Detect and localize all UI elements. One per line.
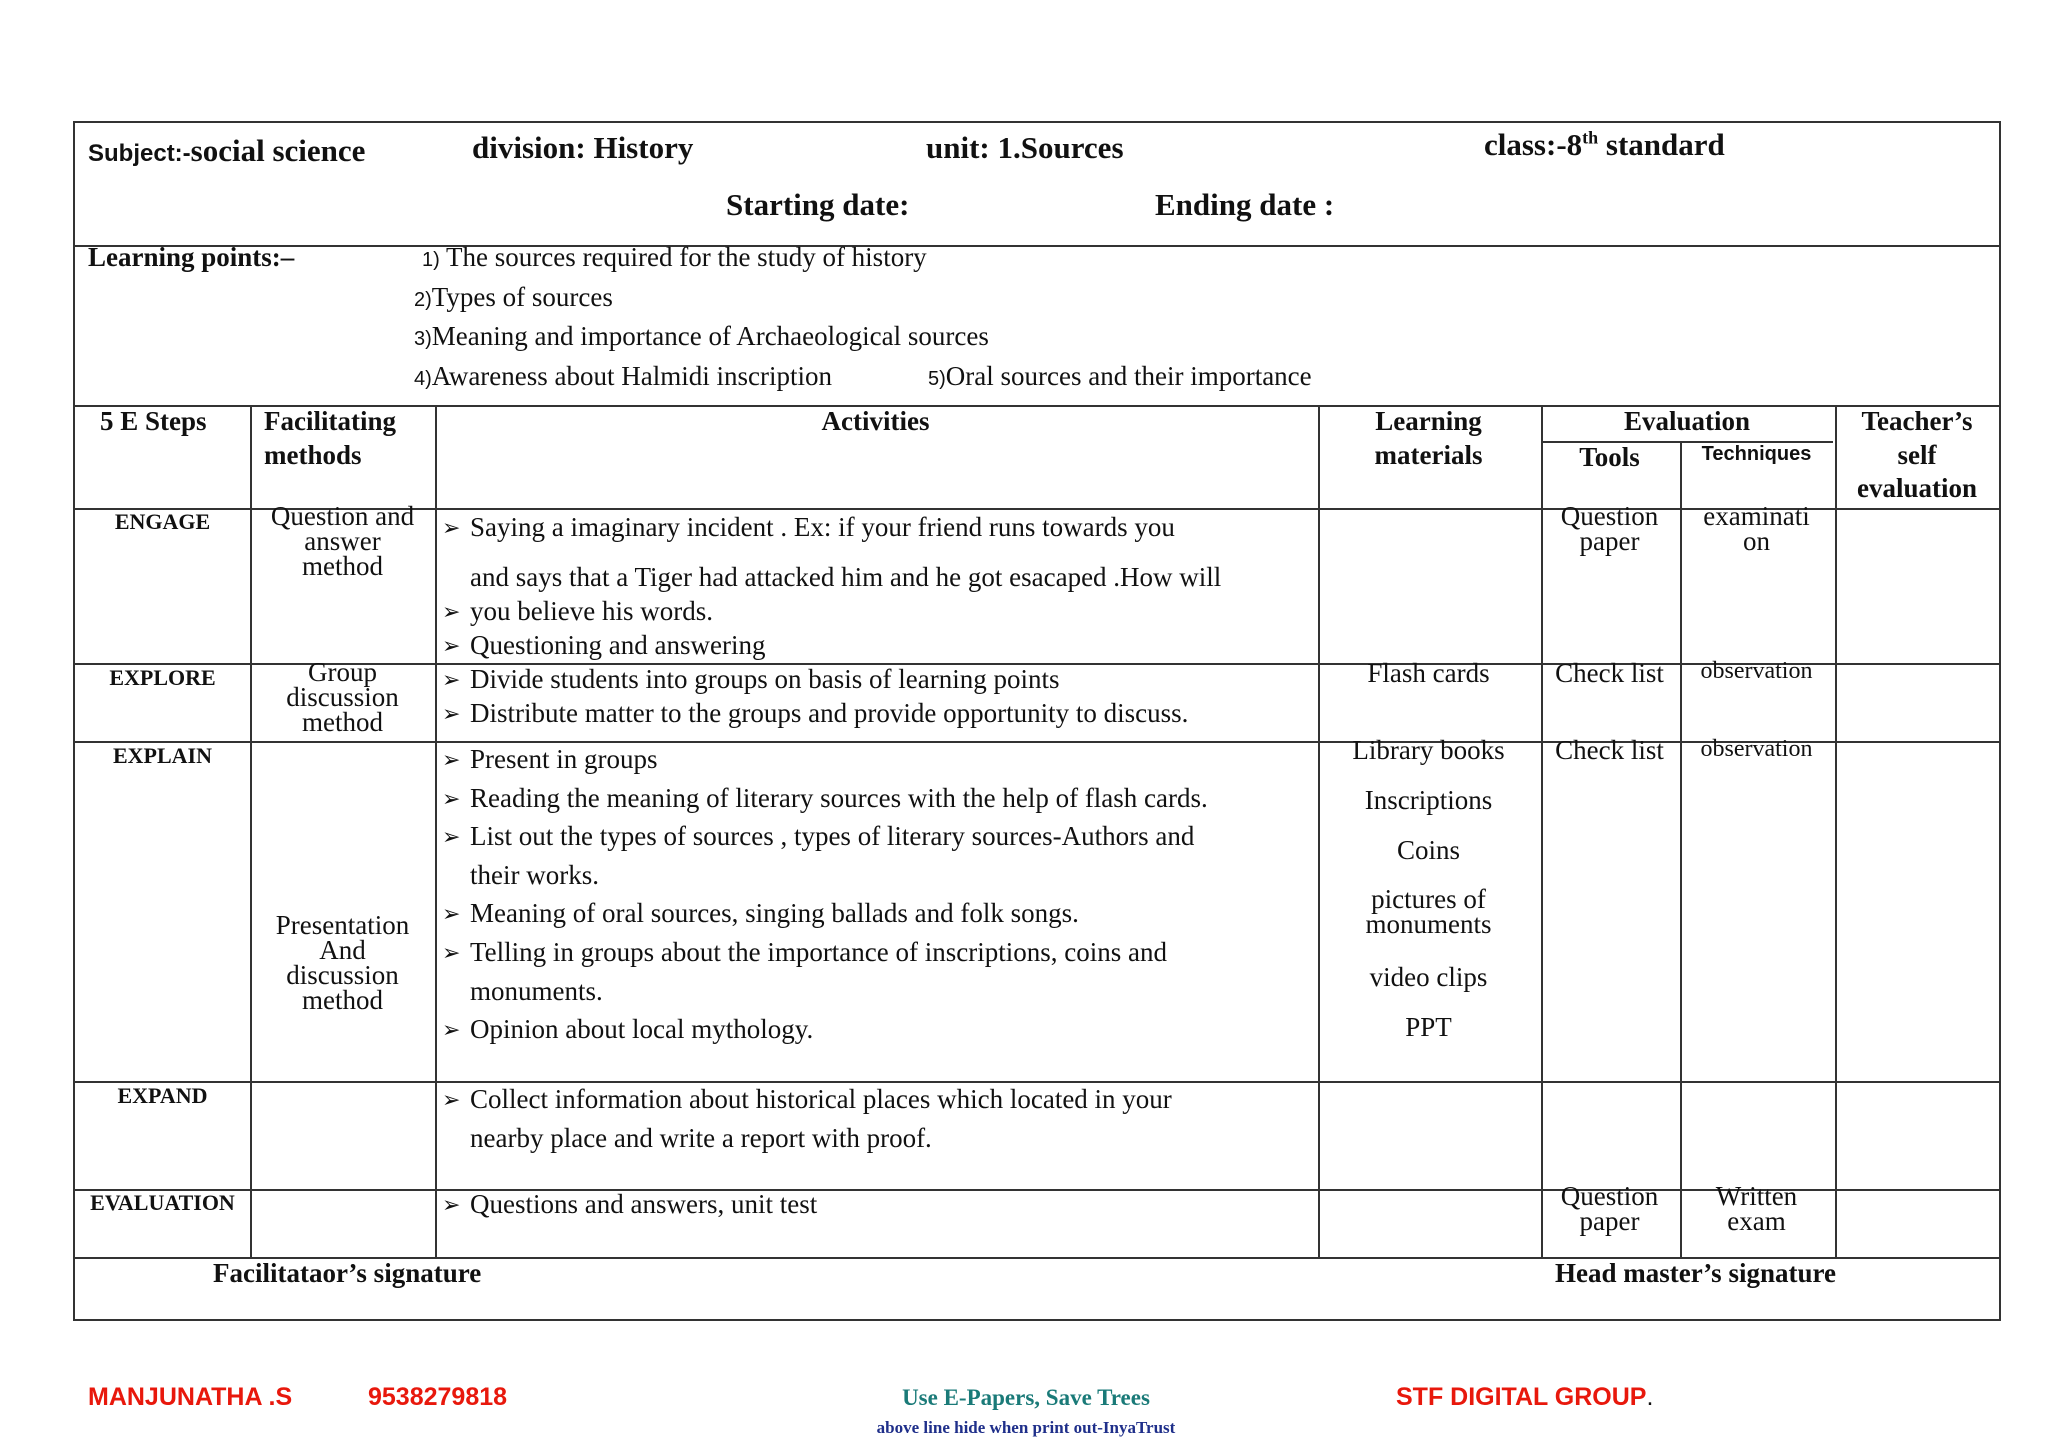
list-item: ➢ Collect information about historical places which located in your	[442, 1080, 1172, 1119]
list-item: ➢ Divide students into groups on basis of learning points	[442, 662, 1188, 696]
learning-point-4: 4)Awareness about Halmidi inscription	[414, 361, 832, 391]
list-item: and says that a Tiger had attacked him and he got esacaped .How will	[470, 562, 1222, 592]
step-evaluation: EVALUATION	[90, 1190, 235, 1215]
divider-header	[75, 245, 1999, 247]
class-suffix: standard	[1598, 127, 1725, 162]
footer-phone: 9538279818	[368, 1383, 508, 1411]
techniques-engage: examinati on	[1703, 501, 1810, 556]
list-item: nearby place and write a report with proof.	[470, 1122, 932, 1153]
material-inscriptions: Inscriptions	[1364, 785, 1493, 815]
subject-line	[88, 133, 365, 169]
list-item: ➢ you believe his words.	[442, 594, 1221, 628]
techniques-explore: observation	[1700, 658, 1813, 684]
list-item: ➢ Distribute matter to the groups and provide opportunity to discuss.	[442, 696, 1188, 730]
method-explore: Group discussion method	[286, 657, 399, 737]
col-divider-3	[1318, 405, 1320, 1257]
list-item: ➢ Opinion about local mythology.	[442, 1010, 1208, 1049]
method-engage: Question and answer method	[270, 501, 415, 581]
step-engage: ENGAGE	[114, 509, 211, 534]
step-expand: EXPAND	[117, 1083, 208, 1108]
activities-evaluation	[442, 1187, 817, 1221]
activities-explain	[442, 740, 1208, 1049]
headmaster-signature: Head master’s signature	[1555, 1258, 1836, 1288]
tools-explain: Check list	[1555, 735, 1664, 765]
col-header-activities: Activities	[821, 406, 930, 436]
col-header-materials: materials	[1374, 440, 1483, 470]
step-explain: EXPLAIN	[112, 743, 212, 768]
list-item: their works.	[470, 859, 599, 890]
activities-expand	[442, 1080, 1172, 1157]
footer-group: STF DIGITAL GROUP.	[1396, 1383, 1654, 1411]
list-item: ➢ List out the types of sources , types of literary sources-Authors and	[442, 817, 1208, 856]
col-divider-5	[1680, 441, 1682, 1257]
col-divider-2	[435, 405, 437, 1257]
facilitator-signature: Facilitataor’s signature	[213, 1258, 482, 1288]
col-header-learning: Learning	[1375, 406, 1482, 436]
material-ppt: PPT	[1405, 1012, 1452, 1042]
tools-explore: Check list	[1555, 658, 1664, 688]
class-prefix: class:-8	[1484, 127, 1583, 162]
material-video-clips: video clips	[1369, 962, 1488, 992]
material-pictures: pictures of monuments	[1365, 884, 1492, 939]
list-item: ➢ Questioning and answering	[442, 628, 1221, 662]
techniques-explain: observation	[1700, 736, 1813, 762]
col-header-self-evaluation: evaluation	[1856, 473, 1977, 503]
footer-slogan: Use E-Papers, Save Trees	[902, 1385, 1150, 1410]
tools-evaluation: Question paper	[1560, 1181, 1659, 1236]
col-header-evaluation: Evaluation	[1623, 406, 1751, 436]
activities-engage	[442, 510, 1221, 662]
class-standard	[1484, 127, 1725, 163]
col-header-teacher: Teacher’s	[1861, 406, 1973, 436]
col-header-techniques: Techniques	[1701, 443, 1812, 465]
class-sup: th	[1582, 127, 1599, 148]
list-item: monuments.	[470, 975, 603, 1006]
learning-point-3: 3)Meaning and importance of Archaeological sources	[414, 321, 989, 351]
ending-date: Ending date :	[1155, 187, 1335, 222]
footer-note: above line hide when print out-InyaTrust	[876, 1418, 1176, 1437]
techniques-evaluation: Written exam	[1715, 1181, 1798, 1236]
material-library-books: Library books	[1352, 735, 1505, 765]
col-header-self: self	[1897, 440, 1937, 470]
subject-value: social science	[190, 133, 366, 168]
col-divider-6	[1835, 405, 1837, 1257]
list-item: ➢ Saying a imaginary incident . Ex: if your friend runs towards you	[442, 510, 1221, 544]
footer-name: MANJUNATHA .S	[88, 1383, 293, 1411]
tools-engage: Question paper	[1560, 501, 1659, 556]
learning-point-2: 2)Types of sources	[414, 282, 613, 312]
method-explain: Presentation And discussion method	[275, 910, 410, 1015]
list-item: ➢ Reading the meaning of literary sources with the help of flash cards.	[442, 779, 1208, 818]
subject-label: Subject:-	[88, 140, 191, 167]
col-header-tools: Tools	[1579, 442, 1640, 472]
list-item: ➢ Meaning of oral sources, singing ballads and folk songs.	[442, 894, 1208, 933]
learning-points-label: Learning points:–	[88, 242, 295, 272]
unit: unit: 1.Sources	[926, 130, 1124, 165]
col-header-methods: methods	[264, 440, 362, 470]
material-coins: Coins	[1396, 835, 1461, 865]
materials-explore: Flash cards	[1367, 658, 1490, 688]
starting-date: Starting date:	[726, 187, 910, 222]
col-header-steps: 5 E Steps	[100, 406, 207, 436]
step-explore: EXPLORE	[109, 665, 216, 690]
col-header-facilitating: Facilitating	[264, 406, 396, 436]
division: division: History	[472, 130, 694, 165]
learning-point-5: 5)Oral sources and their importance	[928, 361, 1312, 391]
list-item: ➢ Present in groups	[442, 740, 1208, 779]
list-item: ➢ Telling in groups about the importance of inscriptions, coins and	[442, 933, 1208, 972]
learning-point-1: 1) The sources required for the study of history	[422, 242, 927, 272]
activities-explore	[442, 662, 1188, 730]
list-item: ➢ Questions and answers, unit test	[442, 1187, 817, 1221]
